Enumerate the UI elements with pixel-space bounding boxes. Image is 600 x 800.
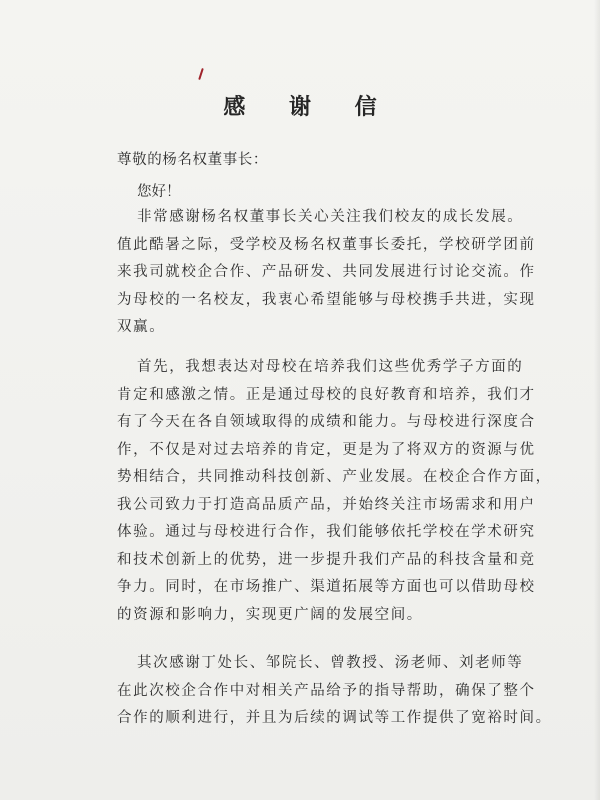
paragraph-line: 我公司致力于打造高品质产品，并始终关注市场需求和用户: [117, 496, 536, 513]
paragraph-3: [117, 650, 552, 733]
paragraph-line: 在此次校企合作中对相关产品给予的指导帮助，确保了整个: [117, 682, 536, 699]
greeting: 您好！: [137, 184, 181, 200]
paragraph-line: 其次感谢丁处长、邹院长、曾教授、汤老师、刘老师等: [137, 655, 524, 671]
paragraph-line: 作，不仅是对过去培养的肯定，更是为了将双方的资源与优: [117, 441, 536, 458]
paragraph-line: 双赢。: [117, 319, 166, 335]
paragraph-line: 势相结合，共同推动科技创新、产业发展。在校企合作方面，: [117, 469, 552, 485]
paragraph-line: 的资源和影响力，实现更广阔的发展空间。: [117, 606, 423, 623]
paragraph-line: 肯定和感激之情。正是通过母校的良好教育和培养，我们才: [117, 386, 536, 403]
paragraph-line: 值此酷暑之际，受学校及杨名权董事长委托，学校研学团前: [117, 236, 536, 253]
paragraph-line: 体验。通过与母校进行合作，我们能够依托学校在学术研究: [117, 524, 536, 540]
paragraph-line: 有了今天在各自领域取得的成绩和能力。与母校进行深度合: [117, 414, 536, 430]
paragraph-line: 和技术创新上的优势，进一步提升我们产品的科技含量和竞: [117, 551, 536, 568]
salutation: 尊敬的杨名权董事长：: [117, 152, 268, 168]
paragraph-2: [117, 354, 552, 629]
red-ink-mark: [198, 68, 204, 80]
paragraph-1: [117, 204, 537, 342]
paragraph-line: 来我司就校企合作、产品研发、共同发展进行讨论交流。作: [117, 264, 536, 280]
paragraph-line: 首先，我想表达对母校在培养我们这些优秀学子方面的: [137, 359, 524, 375]
letter-title: 感 谢 信: [223, 94, 395, 120]
paragraph-line: 非常感谢杨名权董事长关心关注我们校友的成长发展。: [137, 209, 524, 225]
paragraph-line: 争力。同时，在市场推广、渠道拓展等方面也可以借助母校: [117, 579, 536, 595]
paragraph-line: 为母校的一名校友，我衷心希望能够与母校携手共进，实现: [117, 291, 536, 308]
paragraph-line: 合作的顺利进行，并且为后续的调试等工作提供了宽裕时间。: [117, 710, 552, 726]
